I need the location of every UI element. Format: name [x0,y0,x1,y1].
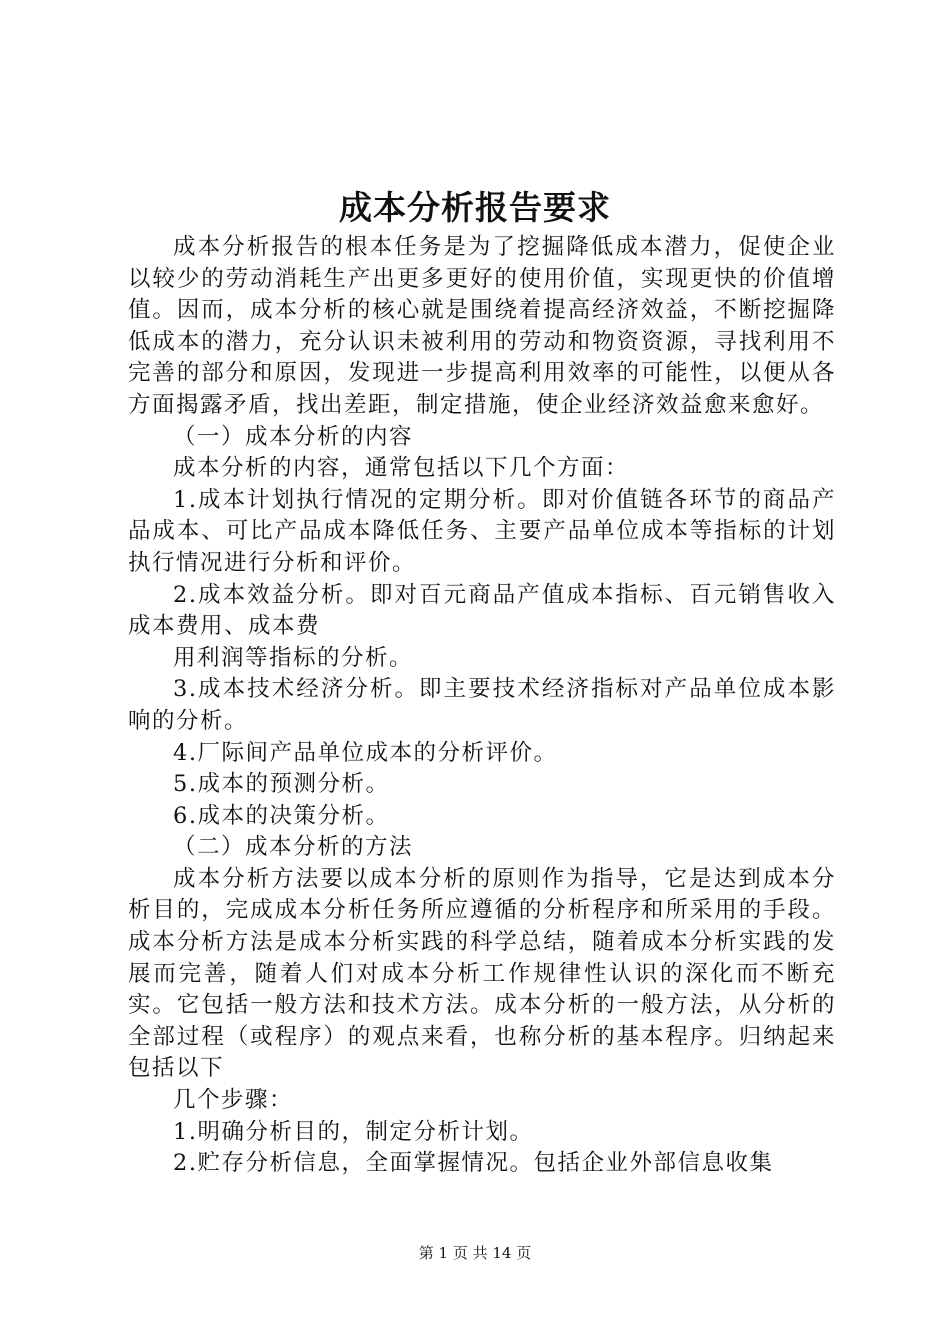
step-item-2: 2.贮存分析信息，全面掌握情况。包括企业外部信息收集 [173,1150,774,1177]
list-item-2: 2.成本效益分析。即对百元商品产值成本指标、百元销售收入成本费用、成本费 [128,581,836,640]
step-item-1: 1.明确分析目的，制定分析计划。 [173,1118,534,1145]
list-item-2-continued: 用利润等指标的分析。 [173,644,414,671]
document-body [128,232,836,1180]
paragraph-content-lead: 成本分析的内容，通常包括以下几个方面： [173,455,630,482]
list-item-4: 4.厂际间产品单位成本的分析评价。 [173,739,558,766]
list-item-3: 3.成本技术经济分析。即主要技术经济指标对产品单位成本影响的分析。 [128,676,836,734]
page-number-footer: 第 1 页 共 14 页 [418,1244,532,1262]
list-item-6: 6.成本的决策分析。 [173,802,390,829]
list-item-5: 5.成本的预测分析。 [173,771,390,798]
section-heading-methods: （二）成本分析的方法 [173,834,414,861]
paragraph-steps-lead: 几个步骤： [173,1087,294,1114]
section-heading-content: （一）成本分析的内容 [173,423,414,450]
paragraph-intro: 成本分析报告的根本任务是为了挖掘降低成本潜力，促使企业以较少的劳动消耗生产出更多更好的使用价值，实现更快的价值增值。因而，成本分析的核心就是围绕着提高经济效益，不断挖掘降低成本的潜力，充分认识未被利用的劳动和物资资源，寻找利用不完善的部分和原因，发现进一步提高利用效率的可能性，以便从各方面揭露矛盾，找出差距，制定措施，使企业经济效益愈来愈好。 [128,234,836,418]
paragraph-methods: 成本分析方法要以成本分析的原则作为指导，它是达到成本分析目的，完成成本分析任务所应遵循的分析程序和所采用的手段。成本分析方法是成本分析实践的科学总结，随着成本分析实践的发展而完善，随着人们对成本分析工作规律性认识的深化而不断充实。它包括一般方法和技术方法。成本分析的一般方法，从分析的全部过程（或程序）的观点来看，也称分析的基本程序。归纳起来包括以下 [128,865,836,1082]
list-item-1: 1.成本计划执行情况的定期分析。即对价值链各环节的商品产品成本、可比产品成本降低任务、主要产品单位成本等指标的计划执行情况进行分析和评价。 [128,486,836,576]
document-title: 成本分析报告要求 [339,188,611,227]
